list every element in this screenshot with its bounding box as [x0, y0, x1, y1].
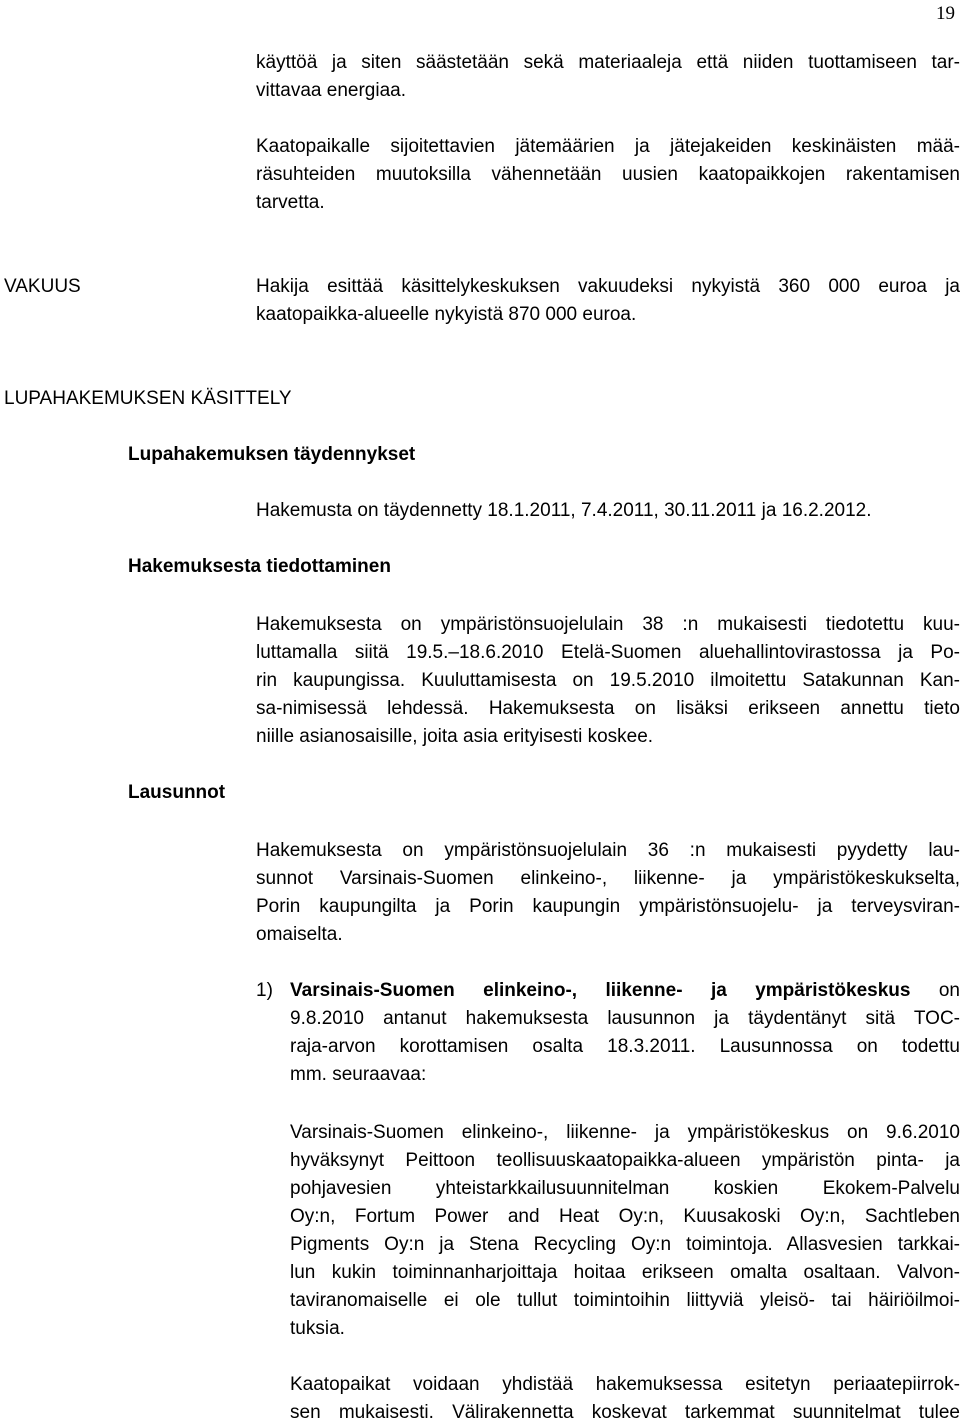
- quote-line-1: Varsinais-Suomen elinkeino-, liikenne- ja ympäristökeskus on 9.6.2010: [290, 1122, 960, 1143]
- lausunnot-line-2: sunnot Varsinais-Suomen elinkeino-, liikenne- ja ympäristökeskukselta,: [256, 868, 960, 889]
- tiedottaminen-line-1: Hakemuksesta on ympäristönsuojelulain 38 :n mukaisesti tiedotettu kuu-: [256, 614, 960, 635]
- section-heading: LUPAHAKEMUKSEN KÄSITTELY: [4, 388, 292, 409]
- paragraph-1-line-1: käyttöä ja siten säästetään sekä materiaaleja että niiden tuottamiseen tar-: [256, 52, 960, 73]
- tiedottaminen-line-2: luttamalla siitä 19.5.–18.6.2010 Etelä-Suomen aluehallintovirastossa ja Po-: [256, 642, 960, 663]
- page-number: 19: [936, 3, 955, 24]
- list-item-1-line-2: 9.8.2010 antanut hakemuksesta lausunnon ja täydentänyt sitä TOC-: [290, 1008, 960, 1029]
- quote-line-4: Oy:n, Fortum Power and Heat Oy:n, Kuusakoski Oy:n, Sachtleben: [290, 1206, 960, 1227]
- quote-line-7: taviranomaiselle ei ole tullut toimintoihin liittyviä yleisö- tai häiriöilmoi-: [290, 1290, 960, 1311]
- quote-line-3: pohjavesien yhteistarkkailusuunnitelman koskien Ekokem-Palvelu: [290, 1178, 960, 1199]
- vakuus-line-2: kaatopaikka-alueelle nykyistä 870 000 euroa.: [256, 304, 637, 325]
- taydennykset-heading: Lupahakemuksen täydennykset: [128, 444, 416, 465]
- list-item-1-line-4: mm. seuraavaa:: [290, 1064, 427, 1085]
- quote-line-6: lun kukin toiminnanharjoittaja hoitaa erikseen omalta osaltaan. Valvon-: [290, 1262, 960, 1283]
- quote-line-8: tuksia.: [290, 1318, 345, 1339]
- tiedottaminen-line-4: sa-nimisessä lehdessä. Hakemuksesta on lisäksi erikseen annettu tieto: [256, 698, 960, 719]
- list-item-1-first-line: [290, 977, 960, 1005]
- list-item-1-line-3: raja-arvon korottamisen osalta 18.3.2011. Lausunnossa on todettu: [290, 1036, 960, 1057]
- vakuus-heading: VAKUUS: [4, 276, 81, 297]
- paragraph-2-line-1: Kaatopaikalle sijoitettavien jätemäärien ja jätejakeiden keskinäisten mää-: [256, 136, 960, 157]
- paragraph-2-line-3: tarvetta.: [256, 192, 325, 213]
- vakuus-line-1: Hakija esittää käsittelykeskuksen vakuudeksi nykyistä 360 000 euroa ja: [256, 276, 960, 297]
- quote-line-5: Pigments Oy:n ja Stena Recycling Oy:n toimintoja. Allasvesien tarkkai-: [290, 1234, 960, 1255]
- tiedottaminen-heading: Hakemuksesta tiedottaminen: [128, 556, 391, 577]
- lausunnot-line-3: Porin kaupungilta ja Porin kaupungin ympäristönsuojelu- ja terveysviran-: [256, 896, 960, 917]
- tiedottaminen-line-3: rin kaupungissa. Kuuluttamisesta on 19.5.2010 ilmoitettu Satakunnan Kan-: [256, 670, 960, 691]
- quote-line-2: hyväksynyt Peittoon teollisuuskaatopaikka-alueen ympäristön pinta- ja: [290, 1150, 960, 1171]
- lausunnot-line-4: omaiselta.: [256, 924, 343, 945]
- quote2-line-2: sen mukaisesti. Välirakennetta koskevat tarkemmat suunnitelmat tulee: [290, 1402, 960, 1423]
- list-item-1-first-line-rest: on: [910, 980, 960, 1001]
- quote2-line-1: Kaatopaikat voidaan yhdistää hakemuksessa esitetyn periaatepiirrok-: [290, 1374, 960, 1395]
- list-item-number: 1): [256, 980, 273, 1001]
- taydennykset-text: Hakemusta on täydennetty 18.1.2011, 7.4.2011, 30.11.2011 ja 16.2.2012.: [256, 500, 872, 521]
- list-item-1-bold-title: Varsinais-Suomen elinkeino-, liikenne- ja ympäristökeskus: [290, 980, 911, 1001]
- lausunnot-heading: Lausunnot: [128, 782, 226, 803]
- paragraph-2-line-2: räsuhteiden muutoksilla vähennetään uusien kaatopaikkojen rakentamisen: [256, 164, 960, 185]
- tiedottaminen-line-5: niille asianosaisille, joita asia erityisesti koskee.: [256, 726, 654, 747]
- paragraph-1-line-2: vittavaa energiaa.: [256, 80, 406, 101]
- lausunnot-line-1: Hakemuksesta on ympäristönsuojelulain 36 :n mukaisesti pyydetty lau-: [256, 840, 960, 861]
